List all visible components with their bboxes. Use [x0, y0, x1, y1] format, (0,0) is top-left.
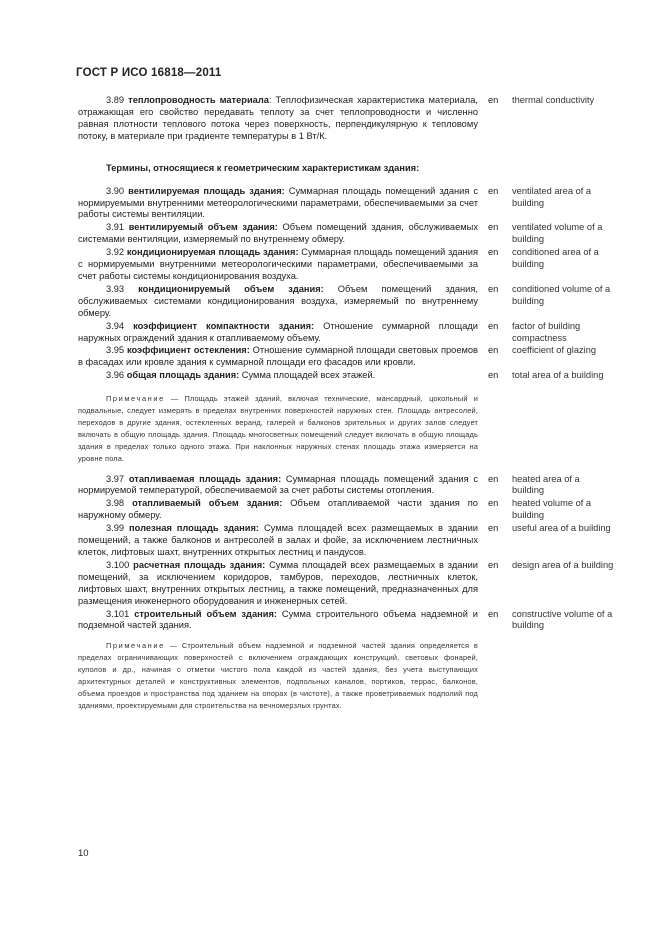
- language-tag: en: [488, 95, 499, 105]
- term-name: отапливаемый объем здания:: [132, 498, 283, 509]
- english-equivalent: useful area of a building: [512, 523, 611, 534]
- note-paragraph: [78, 640, 478, 711]
- page-number: 10: [78, 848, 89, 859]
- term-text: Сумма площадей всех этажей.: [239, 370, 376, 381]
- term-entry: [78, 370, 623, 382]
- term-name: коэффициент компактности здания:: [133, 320, 315, 331]
- term-entry: [78, 247, 623, 283]
- language-tag: en: [488, 608, 499, 619]
- term-text: Суммарная площадь помещений здания с нормируемыми внутренними метеорологическими параметрами, обеспечиваемыми за счет работы системы кондиционирования воздуха.: [78, 247, 478, 281]
- english-equivalent: coefficient of glazing: [512, 345, 597, 356]
- term-text: Объем помещений здания, обслуживаемых системами вентиляции, измеряемый по внутреннему обмеру.: [78, 222, 478, 245]
- term-definition: [78, 474, 478, 498]
- english-equivalent: thermal conductivity: [512, 95, 595, 105]
- language-tag: en: [488, 370, 499, 381]
- term-text: Сумма площадей всех размещаемых в здании помещений, а также балконов и антресолей в залах и фойе, за исключением лестничных клеток, лифтовых шахт, внутренних открытых лестниц и пандусов.: [78, 523, 478, 557]
- term-number: 3.95: [106, 345, 125, 356]
- term-separator: :: [268, 95, 272, 105]
- term-number: 3.94: [106, 320, 125, 331]
- term-name: кондиционируемая площадь здания:: [126, 247, 299, 258]
- english-equivalent: conditioned area of a building: [512, 247, 599, 270]
- term-number: 3.91: [106, 222, 125, 233]
- term-text: Отношение суммарной площади наружных ограждений здания к отапливаемому объему.: [78, 320, 478, 343]
- language-tag: en: [488, 222, 499, 233]
- term-name: вентилируемый объем здания:: [128, 222, 278, 233]
- term-entry: [78, 523, 623, 559]
- term-definition: [78, 560, 478, 608]
- term-entry: [78, 186, 623, 222]
- term-text: Суммарная площадь помещений здания с нормируемой температурой, обеспечиваемой за счет работы системы отопления.: [78, 473, 478, 496]
- section-heading: Термины, относящиеся к геометрическим характеристикам здания:: [106, 162, 420, 173]
- term-entry: [78, 609, 623, 633]
- term-entry: [78, 222, 623, 246]
- language-tag: en: [488, 523, 499, 534]
- document-body: [78, 95, 623, 712]
- term-number: 3.97: [106, 473, 125, 484]
- language-tag: en: [488, 498, 499, 509]
- term-name: полезная площадь здания:: [129, 523, 260, 534]
- entry-group-area-volume: [78, 474, 623, 633]
- english-equivalent: design area of a building: [512, 559, 614, 570]
- entry-group-geometric: [78, 186, 623, 383]
- english-equivalent: factor of building compactness: [512, 320, 581, 343]
- term-entry: [78, 284, 623, 320]
- term-name: расчетная площадь здания:: [133, 559, 266, 570]
- term-entry: [78, 345, 623, 369]
- entry-group-thermal: [78, 95, 623, 143]
- language-tag: en: [488, 283, 499, 294]
- term-definition: [78, 498, 478, 522]
- english-equivalent: heated area of a building: [512, 473, 580, 496]
- term-name: теплопроводность материала: [128, 95, 269, 105]
- english-equivalent: ventilated area of a building: [512, 185, 592, 208]
- language-tag: en: [488, 473, 499, 484]
- term-definition: [78, 345, 478, 369]
- term-name: коэффициент остекления:: [126, 345, 250, 356]
- term-text: Отношение суммарной площади световых проемов в фасадах или кровле здания к суммарной площади его фасадов или кровли.: [78, 345, 478, 368]
- english-equivalent: ventilated volume of a building: [512, 222, 603, 245]
- term-definition: [78, 523, 478, 559]
- note-text: — Строительный объем надземной и подземной частей здания определяется в пределах ограничивающих поверхностей с включением ограждающих конструкций, световых фонарей, куполов и др., начиная с отметки чистого пола каждой из частей здания, без учета выступающих архитектурных деталей и конструктивных элементов, подпольных каналов, портиков, террас, балконов, объема проездов и пространства под зданием на опорах (в чистоте), а также проветриваемых подполий под зданиями, проектируемыми для строительства на вечномерзлых грунтах.: [78, 641, 478, 710]
- english-equivalent: heated volume of a building: [512, 498, 592, 521]
- term-number: 3.101: [106, 608, 130, 619]
- term-number: 3.90: [106, 185, 125, 196]
- term-entry: [78, 560, 623, 608]
- note-lead: Примечание: [106, 394, 165, 404]
- term-number: 3.99: [106, 523, 125, 534]
- term-number: 3.93: [106, 283, 125, 294]
- note-text: — Площадь этажей зданий, включая технические, мансардный, цокольный и подвальные, следует измерять в пределах внутренних поверхностей наружных стен. Площадь антресолей, переходов в другие здания, остекленных веранд, галерей и балконов зрительных и других залов следует включать в общую площадь здания. Площадь многосветных помещений следует включать в общую площадь здания в пределах только одного этажа. При наклонных наружных стенах площадь этажа измеряется на уровне пола.: [78, 394, 478, 463]
- note-lead: Примечание: [106, 641, 165, 651]
- term-number: 3.89: [106, 95, 125, 105]
- term-text: Объем помещений здания, обслуживаемых системами кондиционирования воздуха, измеряемый по внутреннему обмеру.: [78, 283, 478, 318]
- term-definition: [78, 370, 478, 382]
- language-tag: en: [488, 247, 499, 258]
- term-definition: [78, 186, 478, 222]
- term-number: 3.98: [106, 498, 125, 509]
- term-number: 3.96: [106, 370, 125, 381]
- english-equivalent: constructive volume of a building: [512, 608, 613, 631]
- term-number: 3.92: [106, 247, 125, 258]
- term-definition: [78, 321, 478, 345]
- term-entry: [78, 498, 623, 522]
- term-name: вентилируемая площадь здания:: [128, 185, 285, 196]
- language-tag: en: [488, 185, 499, 196]
- english-equivalent: conditioned volume of a building: [512, 283, 611, 306]
- term-text: Объем отапливаемой части здания по наружному обмеру.: [78, 498, 478, 521]
- term-name: строительный объем здания:: [134, 608, 277, 619]
- term-text: Суммарная площадь помещений здания с нормируемыми внутренними метеорологическими параметрами, обеспечиваемыми за счет работы системы вентиляции.: [78, 185, 479, 220]
- language-tag: en: [488, 345, 499, 356]
- term-definition: [78, 609, 478, 633]
- note-paragraph: [78, 393, 478, 464]
- english-equivalent: total area of a building: [512, 370, 604, 381]
- language-tag: en: [488, 559, 499, 570]
- term-name: кондиционируемый объем здания:: [138, 283, 324, 294]
- term-entry: [78, 474, 623, 498]
- language-tag: en: [488, 320, 499, 331]
- term-name: отапливаемая площадь здания:: [128, 473, 282, 484]
- term-text: Сумма строительного объема надземной и подземной частей здания.: [78, 608, 478, 631]
- document-header: ГОСТ Р ИСО 16818—2011: [76, 67, 222, 79]
- term-number: 3.100: [106, 559, 130, 570]
- term-text: Сумма площадей всех размещаемых в здании помещений, за исключением коридоров, тамбуров, переходов, лестничных клеток, лифтовых шахт, внутренних открытых лестниц, а также помещений, предназначенных для размещения инженерного оборудования и инженерных сетей.: [78, 559, 478, 606]
- term-entry: [78, 321, 623, 345]
- term-definition: [78, 284, 478, 320]
- term-name: общая площадь здания:: [126, 370, 240, 381]
- term-text: Теплофизическая характеристика материала, отражающая его свойство передавать теплоту за счет теплопроводности и численно равная плотности теплового потока через поверхность, перпендикулярную к тепловому потоку, в материале при градиенте температуры в 1 Вт/К.: [78, 95, 478, 141]
- term-entry: [78, 95, 623, 143]
- term-definition: [78, 247, 478, 283]
- term-definition: [78, 95, 478, 143]
- term-definition: [78, 222, 478, 246]
